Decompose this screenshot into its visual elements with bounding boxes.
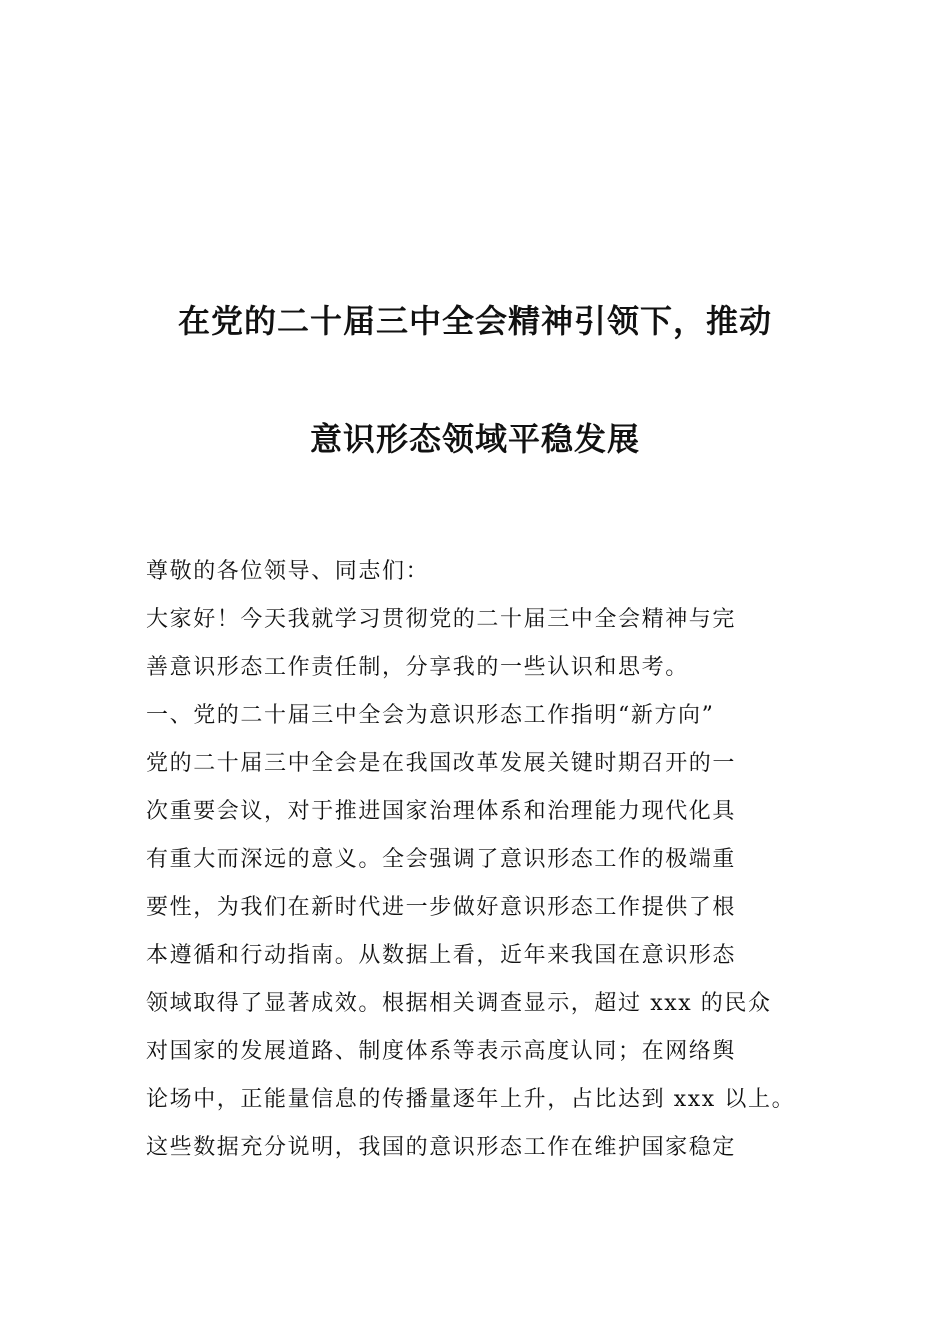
paragraph-line: 这些数据充分说明，我国的意识形态工作在维护国家稳定 xyxy=(146,1135,737,1160)
paragraph-line: 有重大而深远的意义。全会强调了意识形态工作的极端重 xyxy=(146,847,737,872)
document-title-line-1: 在党的二十届三中全会精神引领下，推动 xyxy=(177,302,772,340)
paragraph-line: 大家好！今天我就学习贯彻党的二十届三中全会精神与完 xyxy=(146,607,737,632)
document-body xyxy=(146,548,826,1172)
paragraph-line: 对国家的发展道路、制度体系等表示高度认同；在网络舆 xyxy=(146,1039,737,1064)
paragraph-line: 领域取得了显著成效。根据相关调查显示，超过 xxx 的民众 xyxy=(146,991,772,1016)
paragraph-line: 善意识形态工作责任制，分享我的一些认识和思考。 xyxy=(146,655,689,680)
paragraph-line: 论场中，正能量信息的传播量逐年上升，占比达到 xxx 以上。 xyxy=(146,1087,796,1112)
paragraph-line: 本遵循和行动指南。从数据上看，近年来我国在意识形态 xyxy=(146,943,737,968)
paragraph-line: 党的二十届三中全会是在我国改革发展关键时期召开的一 xyxy=(146,751,737,776)
document-title-line-2: 意识形态领域平稳发展 xyxy=(309,420,640,458)
section-heading: 一、党的二十届三中全会为意识形态工作指明“新方向” xyxy=(146,703,715,728)
paragraph-line: 次重要会议，对于推进国家治理体系和治理能力现代化具 xyxy=(146,799,737,824)
paragraph-line: 要性，为我们在新时代进一步做好意识形态工作提供了根 xyxy=(146,895,737,920)
salutation: 尊敬的各位领导、同志们： xyxy=(146,559,430,584)
